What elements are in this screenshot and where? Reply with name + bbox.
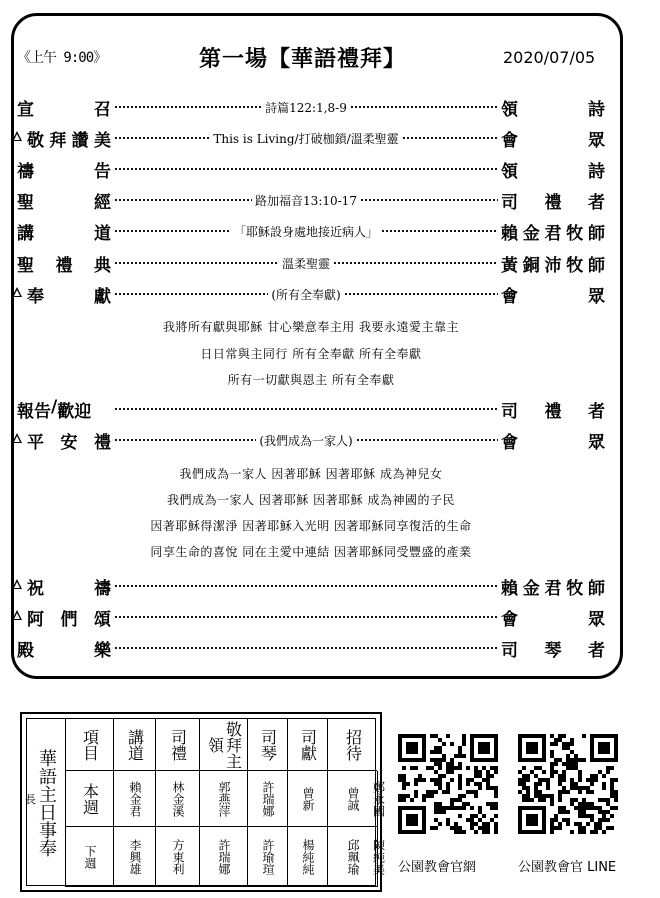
order-item-role: 司 禮 者 [501,192,605,213]
order-item-detail: 「耶穌設身處地接近病人」 [234,224,379,239]
congregation-stand-icon [12,131,22,141]
order-item-detail: 路加福音13:10-17 [255,193,357,208]
next-week-cell: 李興雄 [113,827,155,887]
this-week-cell: 林金溪 [155,771,199,827]
lyric-line: 因著耶穌得潔淨 因著耶穌入光明 因著耶穌同享復活的生命 [150,519,472,533]
order-item-role: 賴 金 君 牧 師 [501,578,605,599]
order-item-detail: 詩篇122:1,8-9 [265,100,347,115]
congregation-stand-icon [12,287,22,297]
this-week-cell: 曾新 [287,771,327,827]
order-item-detail: 溫柔聖靈 [282,256,331,271]
order-item [17,218,605,244]
congregation-stand-icon [12,433,22,443]
order-item-detail: This is Living/打破枷鎖/溫柔聖靈 [213,131,399,146]
order-item-label: 平 安 禮 [17,428,111,453]
service-time: 《上午 9:00》 [17,50,107,66]
duty-table-header: 項目 [65,719,113,771]
service-date: 2020/07/05 [503,47,596,67]
order-item-role: 領 詩 [501,161,605,182]
page-title: 第一場【華語禮拜】 [199,46,407,72]
order-item-detail: (我們成為一家人) [259,433,353,448]
lyric-line: 我將所有獻與耶穌 甘心樂意奉主用 我要永遠愛主靠主 [162,320,460,334]
order-item-label: 講 道 [17,223,111,244]
lyric-line: 同享生命的喜悅 同在主愛中連結 因著耶穌同受豐盛的產業 [150,545,472,559]
next-week-cell: 楊純純 [287,827,327,887]
line-qr-caption: 公園教會官 LINE [518,860,617,875]
next-week-cell: 陳純美 [377,827,378,887]
order-item-role: 領 詩 [501,99,605,120]
order-item-role: 司 禮 者 [501,401,605,422]
this-week-cell: 曾誠 [327,771,377,827]
lyric-line: 日日常與主同行 所有全奉獻 所有全奉獻 [200,347,422,361]
duty-table-header: 講道 [113,719,155,771]
order-item [17,604,605,630]
order-item-label: 報 告 / 歡 迎 [17,396,92,422]
lyric-line: 我們成為一家人 因著耶穌 因著耶穌 成為神兒女 [179,467,443,481]
this-week-cell: 許瑞娜 [247,771,287,827]
duty-table [20,712,386,892]
duty-table-tag: 長 [25,793,36,806]
order-item-label: 聖 經 [17,192,111,213]
order-item-label: 祝 禱 [17,574,111,599]
order-item [17,396,605,422]
order-item-label: 敬 拜 讚 美 [17,126,111,151]
duty-table-header: 司獻 [287,719,327,771]
next-week-label: 下週 [65,827,113,887]
congregation-stand-icon [12,579,22,589]
order-item [17,635,605,661]
duty-table-header: 敬拜主領 [199,719,247,771]
next-week-cell: 許瑞娜 [199,827,247,887]
order-item [17,573,605,599]
this-week-cell: 郭燕萍 [199,771,247,827]
next-week-cell: 方東利 [155,827,199,887]
order-item-role: 會 眾 [501,609,605,630]
order-item-detail: (所有全奉獻) [271,287,341,302]
this-week-cell: 鄭永國 [377,771,378,827]
order-item-role: 賴 金 君 牧 師 [501,223,605,244]
duty-table-header: 司琴 [247,719,287,771]
order-item-role: 會 眾 [501,130,605,151]
duty-table-header: 招待 [327,719,377,771]
order-item-role: 會 眾 [501,432,605,453]
next-week-cell: 許瑜瑄 [247,827,287,887]
congregation-stand-icon [12,610,22,620]
duty-table-header: 司禮 [155,719,199,771]
website-qr-caption: 公園教會官網 [398,860,477,875]
order-item-label: 宣 召 [17,99,111,120]
order-item [17,187,605,213]
this-week-label: 本週 [65,771,113,827]
lyric-line: 所有一切獻與恩主 所有全奉獻 [227,373,395,387]
order-item-label: 禱 告 [17,161,111,182]
order-item [17,94,605,120]
order-item-role: 黃 銅 沛 牧 師 [501,255,605,276]
order-item-label: 奉 獻 [17,282,111,307]
line-qr-code[interactable] [518,734,618,834]
order-item [17,281,605,307]
order-item-label: 聖 禮 典 [17,255,111,276]
next-week-cell: 邱珮瑜 [327,827,377,887]
duty-table-title: 華語主日事奉 長 [25,749,57,857]
order-item [17,250,605,276]
order-item-role: 會 眾 [501,286,605,307]
order-item-label: 殿 樂 [17,640,111,661]
order-item [17,125,605,151]
lyric-line: 我們成為一家人 因著耶穌 因著耶穌 成為神國的子民 [167,493,455,507]
order-item [17,427,605,453]
order-item-role: 司 琴 者 [501,640,605,661]
website-qr-code[interactable] [398,734,498,834]
this-week-cell: 賴金君 [113,771,155,827]
order-item-label: 阿 們 頌 [17,605,111,630]
order-item [17,156,605,182]
